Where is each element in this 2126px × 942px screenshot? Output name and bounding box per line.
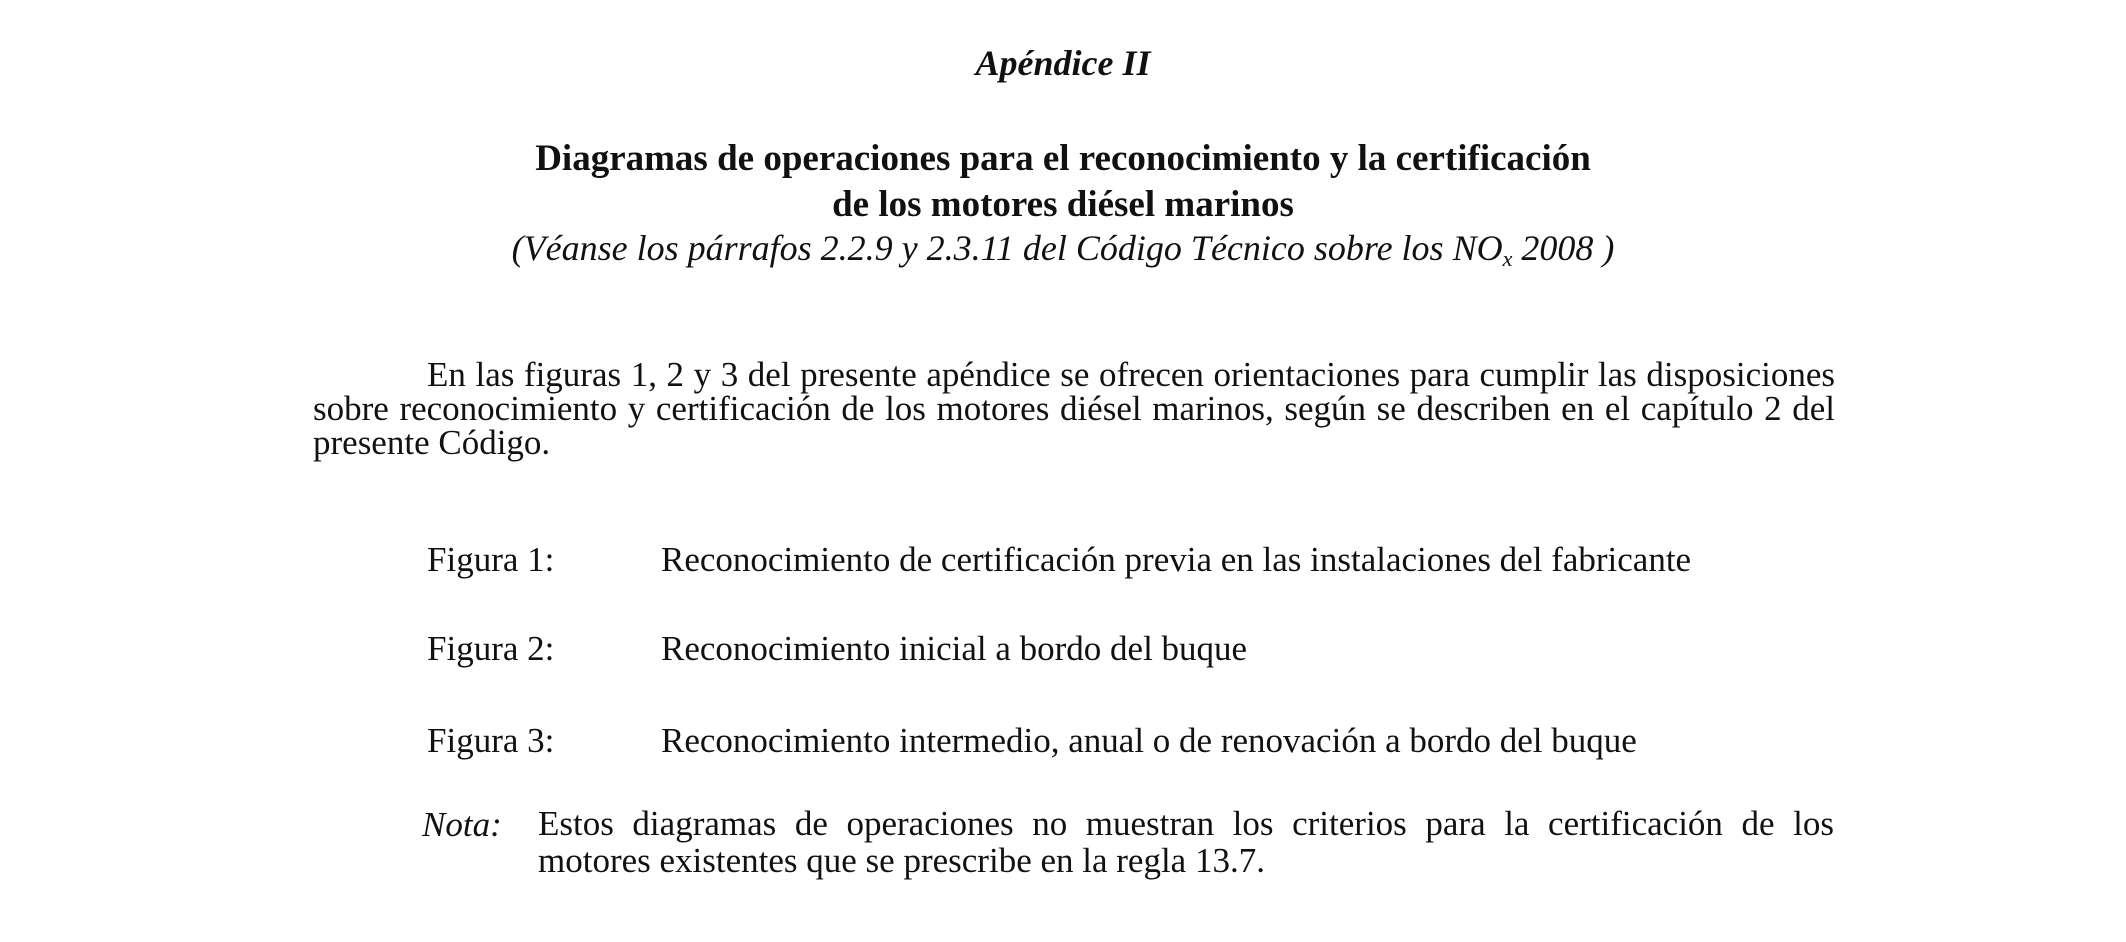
figure-1-label: Figura 1: (427, 540, 555, 579)
figure-3-label: Figura 3: (427, 721, 555, 760)
code-reference-suffix: 2008 ) (1512, 228, 1615, 268)
code-reference-prefix: (Véanse los párrafos 2.2.9 y 2.3.11 del Código Técnico sobre los NO (511, 228, 1503, 268)
figure-2-label: Figura 2: (427, 629, 555, 668)
note-text: Estos diagramas de operaciones no muestran los criterios para la certificación de los motores existentes que se prescribe en la regla 13.7. (538, 804, 1834, 880)
code-reference (0, 227, 2126, 272)
document-title-line-2: de los motores diésel marinos (832, 184, 1294, 225)
figure-1-description: Reconocimiento de certificación previa en las instalaciones del fabricante (661, 540, 1692, 579)
figure-3-description: Reconocimiento intermedio, anual o de renovación a bordo del buque (661, 721, 1637, 760)
appendix-heading: Apéndice II (975, 43, 1151, 83)
document-title-line-1: Diagramas de operaciones para el reconocimiento y la certificación (535, 138, 1591, 179)
figure-2-description: Reconocimiento inicial a bordo del buque (661, 629, 1248, 668)
note-label: Nota: (422, 805, 502, 844)
code-reference-subscript: x (1502, 246, 1513, 271)
intro-paragraph: En las figuras 1, 2 y 3 del presente apéndice se ofrecen orientaciones para cumplir las disposiciones sobre reconocimiento y certificación de los motores diésel marinos, según se describen en el capítulo 2 del presente Código. (313, 355, 1835, 462)
